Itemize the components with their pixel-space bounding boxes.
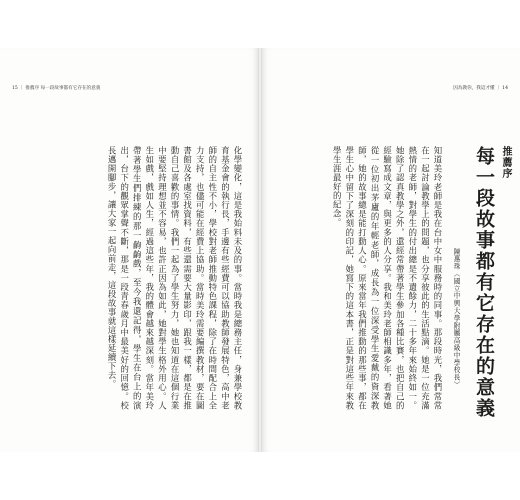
left-running-head: 15 ｜ 推薦序 每一段故事都有它存在的意義 bbox=[12, 86, 101, 91]
left-page bbox=[0, 48, 258, 452]
author-line: 陳惠珠（國立中興大學附屬高級中學校長） bbox=[452, 248, 460, 389]
right-page bbox=[262, 48, 520, 452]
right-body-text: 知道美玲老師是我在台中女中服務時的同事。那段時光，我們常常在一起討論教學上的問題，也分享彼此的生活點滴。她是一位充滿熱情的老師，對學生的付出總是不遺餘力，二十多年來始終如一。她除了認真教學之外，還經常帶著學生參加各種比賽，也把自己的經驗寫成文章，與更多的人分享。我和美玲老師相識多年，看著她從一位初出茅廬的年輕老師，成長為一位深受學生愛戴的資深教師，她的故事總是能打動人心。原來當年我們推動的那些事，都在學生心中留下了深刻的印記，她寫下的這本書，正是對這些年來教學生涯最好的紀念。 bbox=[332, 146, 443, 410]
chapter-title: 每一段故事都有它存在的意義 bbox=[473, 146, 495, 419]
book-spread bbox=[0, 48, 520, 452]
right-running-head: 因為教你，我這才懂 ｜ 14 bbox=[453, 86, 508, 91]
chapter-label: 推薦序 bbox=[500, 146, 511, 179]
left-body-text: 化學變化，這是我始料未及的事。當時我是總務主任，身兼學校教育基金會的執行長，手邊有些經費可以協助教師發展特色，高中老師的自主性不小，學校對老師推動特色課程，除了在時間配合上全力支持，也儘可能在經費上協助。當時美玲需要編撰教材，要在圖書館及各處室找資料，有些還需要大量影印，跟我一樣，都是在推動自己喜歡的事情。我們一起為了學生努力，她也知道在這個行業中要堅持理想並不容易，也許正因為如此，她對學生格外用心。人生如戲，戲如人生，經過這些年，我的體會越來越深刻。當年美玲帶著學生們排練的那一齣齣戲，至今我還記得，學生在台上的演出，台下的觀眾掌聲不斷，那是一段青春歲月中最美好的回憶。校長邁開腳步，讓大家一起向前走，這段故事就這樣延續下去。 bbox=[107, 146, 243, 410]
